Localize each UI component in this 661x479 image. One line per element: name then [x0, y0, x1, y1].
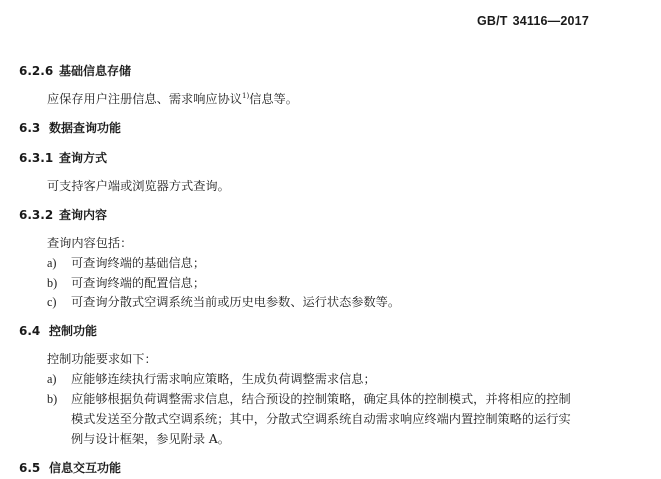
section-title: 基础信息存储 [59, 64, 132, 78]
list-label: c) [47, 295, 57, 309]
storage-text: 应保存用户注册信息、需求响应协议 [47, 92, 242, 106]
list-item [47, 254, 205, 271]
list-text: 可查询分散式空调系统当前或历史电参数、运行状态参数等。 [71, 295, 401, 309]
list-item [47, 274, 205, 291]
section-heading-6-3-1 [19, 149, 107, 166]
section-title: 查询内容 [59, 208, 108, 222]
list-item [47, 293, 400, 310]
control-intro-paragraph: 控制功能要求如下： [47, 352, 157, 366]
list-label: a) [47, 372, 57, 386]
list-text: 应能够根据负荷调整需求信息，结合预设的控制策略，确定具体的控制模式，并将相应的控制 [71, 392, 571, 406]
storage-text-end: 信息等。 [249, 92, 298, 106]
query-method-paragraph: 可支持客户端或浏览器方式查询。 [47, 179, 230, 193]
list-label: b) [47, 276, 58, 290]
list-item [47, 390, 571, 407]
list-label: b) [47, 392, 58, 406]
section-number: 6.3.2 [19, 208, 54, 222]
section-title: 数据查询功能 [49, 121, 122, 135]
section-heading-6-3-2 [19, 206, 107, 223]
standard-number: 34116—2017 [512, 14, 589, 28]
list-text: 应能够连续执行需求响应策略，生成负荷调整需求信息； [71, 372, 376, 386]
section-heading-6-2-6 [19, 62, 131, 79]
section-number: 6.3.1 [19, 151, 54, 165]
section-title: 信息交互功能 [49, 461, 122, 475]
list-label: a) [47, 256, 57, 270]
section-heading-6-3 [19, 119, 121, 136]
section-number: 6.4 [19, 324, 41, 338]
section-heading-6-4 [19, 322, 97, 339]
footnote-marker: 1) [242, 92, 250, 100]
list-text: 可查询终端的基础信息； [71, 256, 206, 270]
section-number: 6.5 [19, 461, 41, 475]
standard-header [477, 14, 589, 28]
query-intro-paragraph: 查询内容包括： [47, 236, 133, 250]
standard-code: GB/T [476, 14, 508, 28]
list-item-continuation: 模式发送至分散式空调系统；其中，分散式空调系统自动需求响应终端内置控制策略的运行实 [71, 412, 571, 426]
list-item [47, 370, 376, 387]
list-text: 可查询终端的配置信息； [71, 276, 206, 290]
section-title: 查询方式 [59, 151, 108, 165]
section-number: 6.2.6 [19, 64, 54, 78]
list-item-continuation: 例与设计框架，参见附录 A。 [71, 432, 230, 446]
section-heading-6-5 [19, 459, 121, 476]
section-number: 6.3 [19, 121, 41, 135]
storage-paragraph [47, 90, 298, 107]
section-title: 控制功能 [49, 324, 98, 338]
